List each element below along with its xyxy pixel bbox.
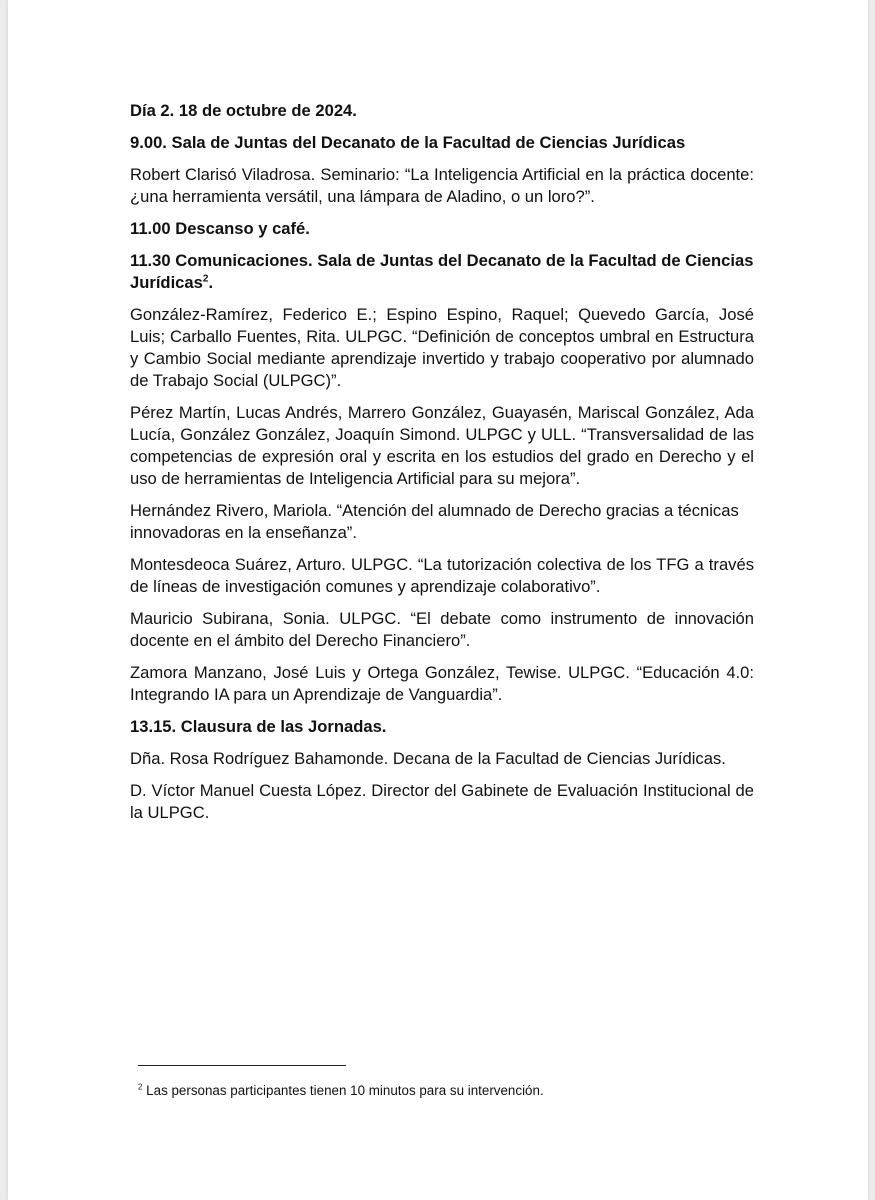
- footnote-text: Las personas participantes tienen 10 minutos para su intervención.: [142, 1083, 544, 1098]
- footnote-divider: [138, 1065, 346, 1066]
- document-page: [8, 0, 868, 1200]
- closing-item: D. Víctor Manuel Cuesta López. Director del Gabinete de Evaluación Institucional de la ULPGC.: [130, 781, 754, 822]
- footnote-mark: 2: [138, 1082, 143, 1092]
- break-heading: 11.00 Descanso y café.: [130, 219, 310, 238]
- seminar-description: Robert Clarisó Viladrosa. Seminario: “La Inteligencia Artificial en la práctica docente: ¿una herramienta versátil, una lámpara de Aladino, o un loro?”.: [130, 165, 754, 206]
- communications-heading: [130, 250, 754, 294]
- document-body: [130, 100, 754, 834]
- footnote: [138, 1082, 544, 1100]
- communication-item: González-Ramírez, Federico E.; Espino Espino, Raquel; Quevedo García, José Luis; Carballo Fuentes, Rita. ULPGC. “Definición de conceptos umbral en Estructura y Cambio Social mediante aprendizaje invertido y trabajo cooperativo por alumnado de Trabajo Social (ULPGC)”.: [130, 305, 754, 390]
- communication-item: Mauricio Subirana, Sonia. ULPGC. “El debate como instrumento de innovación docente en el ámbito del Derecho Financiero”.: [130, 609, 754, 650]
- session-heading-9-00: 9.00. Sala de Juntas del Decanato de la Facultad de Ciencias Jurídicas: [130, 133, 686, 152]
- footnote-reference: 2: [202, 273, 209, 285]
- communication-item: Montesdeoca Suárez, Arturo. ULPGC. “La tutorización colectiva de los TFG a través de líneas de investigación comunes y aprendizaje colaborativo”.: [130, 555, 754, 596]
- communication-item: Hernández Rivero, Mariola. “Atención del alumnado de Derecho gracias a técnicas innovadoras en la enseñanza”.: [130, 501, 739, 542]
- closing-heading: 13.15. Clausura de las Jornadas.: [130, 717, 387, 736]
- communications-heading-period: .: [208, 273, 214, 292]
- communications-heading-text: 11.30 Comunicaciones. Sala de Juntas del Decanato de la Facultad de Ciencias Jurídicas: [130, 251, 754, 292]
- communication-item: Pérez Martín, Lucas Andrés, Marrero González, Guayasén, Mariscal González, Ada Lucía, González González, Joaquín Simond. ULPGC y ULL. “Transversalidad de las competencias de expresión oral y escrita en los estudios del grado en Derecho y el uso de herramientas de Inteligencia Artificial para su mejora”.: [130, 403, 754, 488]
- day-heading: Día 2. 18 de octubre de 2024.: [130, 101, 357, 120]
- closing-item: Dña. Rosa Rodríguez Bahamonde. Decana de la Facultad de Ciencias Jurídicas.: [130, 749, 726, 768]
- communication-item: Zamora Manzano, José Luis y Ortega González, Tewise. ULPGC. “Educación 4.0: Integrando IA para un Aprendizaje de Vanguardia”.: [130, 663, 754, 704]
